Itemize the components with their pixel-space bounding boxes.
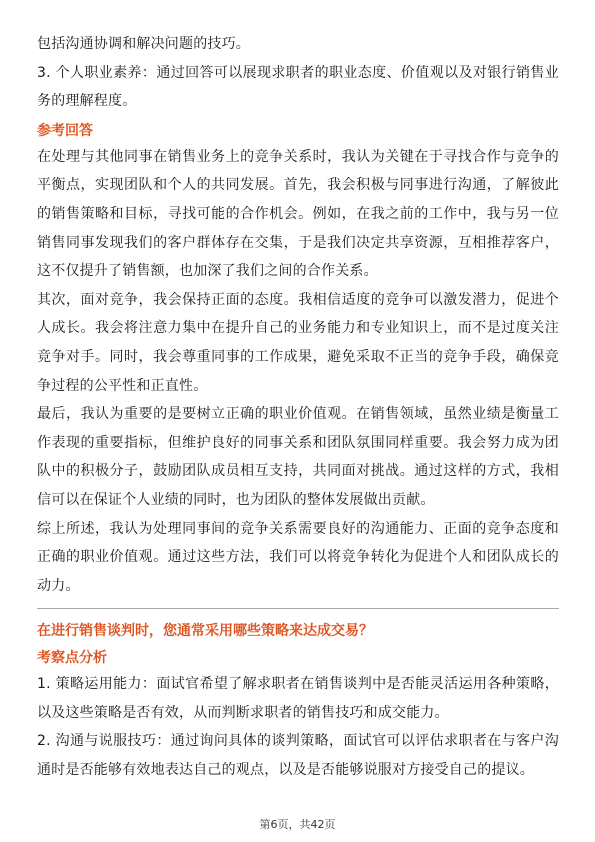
paragraph-continuation: 包括沟通协调和解决问题的技巧。 (37, 36, 250, 52)
answer-paragraph-2: 其次，面对竞争，我会保持正面的态度。我相信适度的竞争可以激发潜力，促进个人成长。我会将注意力集中在提升自己的业务能力和专业知识上，而不是过度关注竞争对手。同时，我会尊重同事的工作成果，避免采取不正当的竞争手段，确保竞争过程的公平性和正直性。 (37, 291, 559, 394)
section-heading-reference-answer: 参考回答 (37, 122, 93, 139)
analysis-point-1: 1. 策略运用能力：面试官希望了解求职者在销售谈判中是否能灵活运用各种策略，以及这些策略是否有效，从而判断求职者的销售技巧和成交能力。 (37, 676, 559, 721)
answer-paragraph-4: 综上所述，我认为处理同事间的竞争关系需要良好的沟通能力、正面的竞争态度和正确的职业价值观。通过这些方法，我们可以将竞争转化为促进个人和团队成长的动力。 (37, 520, 559, 594)
section-divider (37, 608, 559, 609)
paragraph-point-3: 3. 个人职业素养：通过回答可以展现求职者的职业态度、价值观以及对银行销售业务的理解程度。 (37, 64, 559, 110)
analysis-point-2: 2. 沟通与说服技巧：通过询问具体的谈判策略，面试官可以评估求职者在与客户沟通时是否能够有效地表达自己的观点，以及是否能够说服对方接受自己的提议。 (37, 733, 559, 779)
section-heading-analysis: 考察点分析 (37, 650, 107, 667)
page-number-footer: 第6页，共42页 (259, 818, 336, 831)
document-page (37, 30, 559, 785)
answer-paragraph-3: 最后，我认为重要的是要树立正确的职业价值观。在销售领域，虽然业绩是衡量工作表现的重要指标，但维护良好的同事关系和团队氛围同样重要。我会努力成为团队中的积极分子，鼓励团队成员相互支持，共同面对挑战。通过这样的方式，我相信可以在保证个人业绩的同时，也为团队的整体发展做出贡献。 (37, 406, 559, 508)
answer-paragraph-1: 在处理与其他同事在销售业务上的竞争关系时，我认为关键在于寻找合作与竞争的平衡点，实现团队和个人的共同发展。首先，我会积极与同事进行沟通，了解彼此的销售策略和目标，寻找可能的合作机会。例如，在我之前的工作中，我与另一位销售同事发现我们的客户群体存在交集，于是我们决定共享资源，互相推荐客户，这不仅提升了销售额，也加深了我们之间的合作关系。 (37, 148, 559, 280)
question-heading: 在进行销售谈判时，您通常采用哪些策略来达成交易？ (37, 623, 373, 640)
